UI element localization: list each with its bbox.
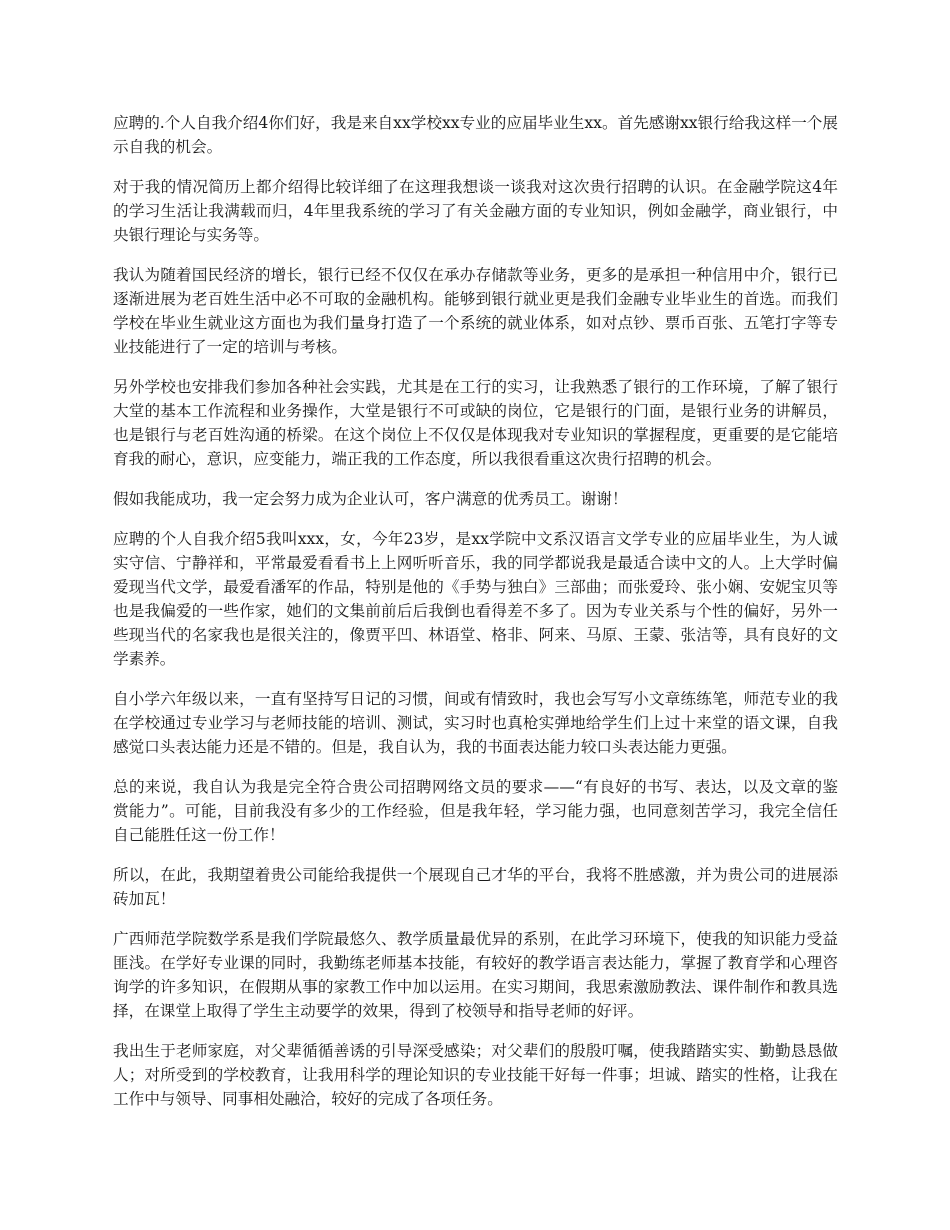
paragraph-resume-understanding: 对于我的情况简历上都介绍得比较详细了在这理我想谈一谈我对这次贵行招聘的认识。在金融学院这4年的学习生活让我满载而归，4年里我系统的学习了有关金融方面的专业知识，例如金融学，商业银行，中央银行理论与实务等。 (113, 178, 838, 244)
paragraph-internship: 另外学校也安排我们参加各种社会实践，尤其是在工行的实习，让我熟悉了银行的工作环境，了解了银行大堂的基本工作流程和业务操作，大堂是银行不可或缺的岗位，它是银行的门面，是银行业务的讲解员，也是银行与老百姓沟通的桥梁。在这个岗位上不仅仅是体现我对专业知识的掌握程度，更重要的是它能培育我的耐心，意识，应变能力，端正我的工作态度，所以我很看重这次贵行招聘的机会。 (113, 378, 838, 468)
paragraph-bank-development: 我认为随着国民经济的增长，银行已经不仅仅在承办存储款等业务，更多的是承担一种信用中介，银行已逐渐进展为老百姓生活中必不可取的金融机构。能够到银行就业更是我们金融专业毕业生的首选。而我们学校在毕业生就业这方面也为我们量身打造了一个系统的就业体系，如对点钞、票币百张、五笔打字等专业技能进行了一定的培训与考核。 (113, 266, 838, 356)
paragraph-math-department: 广西师范学院数学系是我们学院最悠久、教学质量最优异的系别，在此学习环境下，使我的知识能力受益匪浅。在学好专业课的同时，我勤练老师基本技能，有较好的教学语言表达能力，掌握了教育学和心理咨询学的许多知识，在假期从事的家教工作中加以运用。在实习期间，我思索激励教法、课件制作和教具选择，在课堂上取得了学生主动要学的效果，得到了校领导和指导老师的好评。 (113, 930, 838, 1020)
paragraph-intro-4: 应聘的.个人自我介绍4你们好，我是来自xx学校xx专业的应届毕业生xx。首先感谢xx银行给我这样一个展示自我的机会。 (113, 114, 838, 156)
paragraph-intro-5: 应聘的个人自我介绍5我叫xxx，女，今年23岁，是xx学院中文系汉语言文学专业的应届毕业生，为人诚实守信、宁静祥和，平常最爱看看书上上网听听音乐，我的同学都说我是最适合读中文的人。上大学时偏爱现当代文学，最爱看潘军的作品，特别是他的《手势与独白》三部曲；而张爱玲、张小娴、安妮宝贝等也是我偏爱的一些作家，她们的文集前前后后我倒也看得差不多了。因为专业关系与个性的偏好，另外一些现当代的名家我也是很关注的，像贾平凹、林语堂、格非、阿来、马原、王蒙、张洁等，具有良好的文学素养。 (113, 530, 838, 668)
paragraph-writing-habit: 自小学六年级以来，一直有坚持写日记的习惯，间或有情致时，我也会写写小文章练练笔，师范专业的我在学校通过专业学习与老师技能的培训、测试，实习时也真枪实弹地给学生们上过十来堂的语文课，自我感觉口头表达能力还是不错的。但是，我自认为，我的书面表达能力较口头表达能力更强。 (113, 690, 838, 756)
paragraph-closing-thanks: 假如我能成功，我一定会努力成为企业认可，客户满意的优秀员工。谢谢！ (113, 490, 628, 508)
paragraph-expectation: 所以，在此，我期望着贵公司能给我提供一个展现自己才华的平台，我将不胜感激，并为贵公司的进展添砖加瓦！ (113, 866, 838, 908)
document-body (113, 111, 838, 1127)
paragraph-summary: 总的来说，我自认为我是完全符合贵公司招聘网络文员的要求——“有良好的书写、表达，以及文章的鉴赏能力”。可能，目前我没有多少的工作经验，但是我年轻，学习能力强，也同意刻苦学习，我完全信任自己能胜任这一份工作！ (113, 778, 838, 844)
paragraph-family-background: 我出生于老师家庭，对父辈循循善诱的引导深受感染；对父辈们的殷殷叮嘱，使我踏踏实实、勤勤恳恳做人；对所受到的学校教育，让我用科学的理论知识的专业技能干好每一件事；坦诚、踏实的性格，让我在工作中与领导、同事相处融洽，较好的完成了各项任务。 (113, 1042, 838, 1108)
